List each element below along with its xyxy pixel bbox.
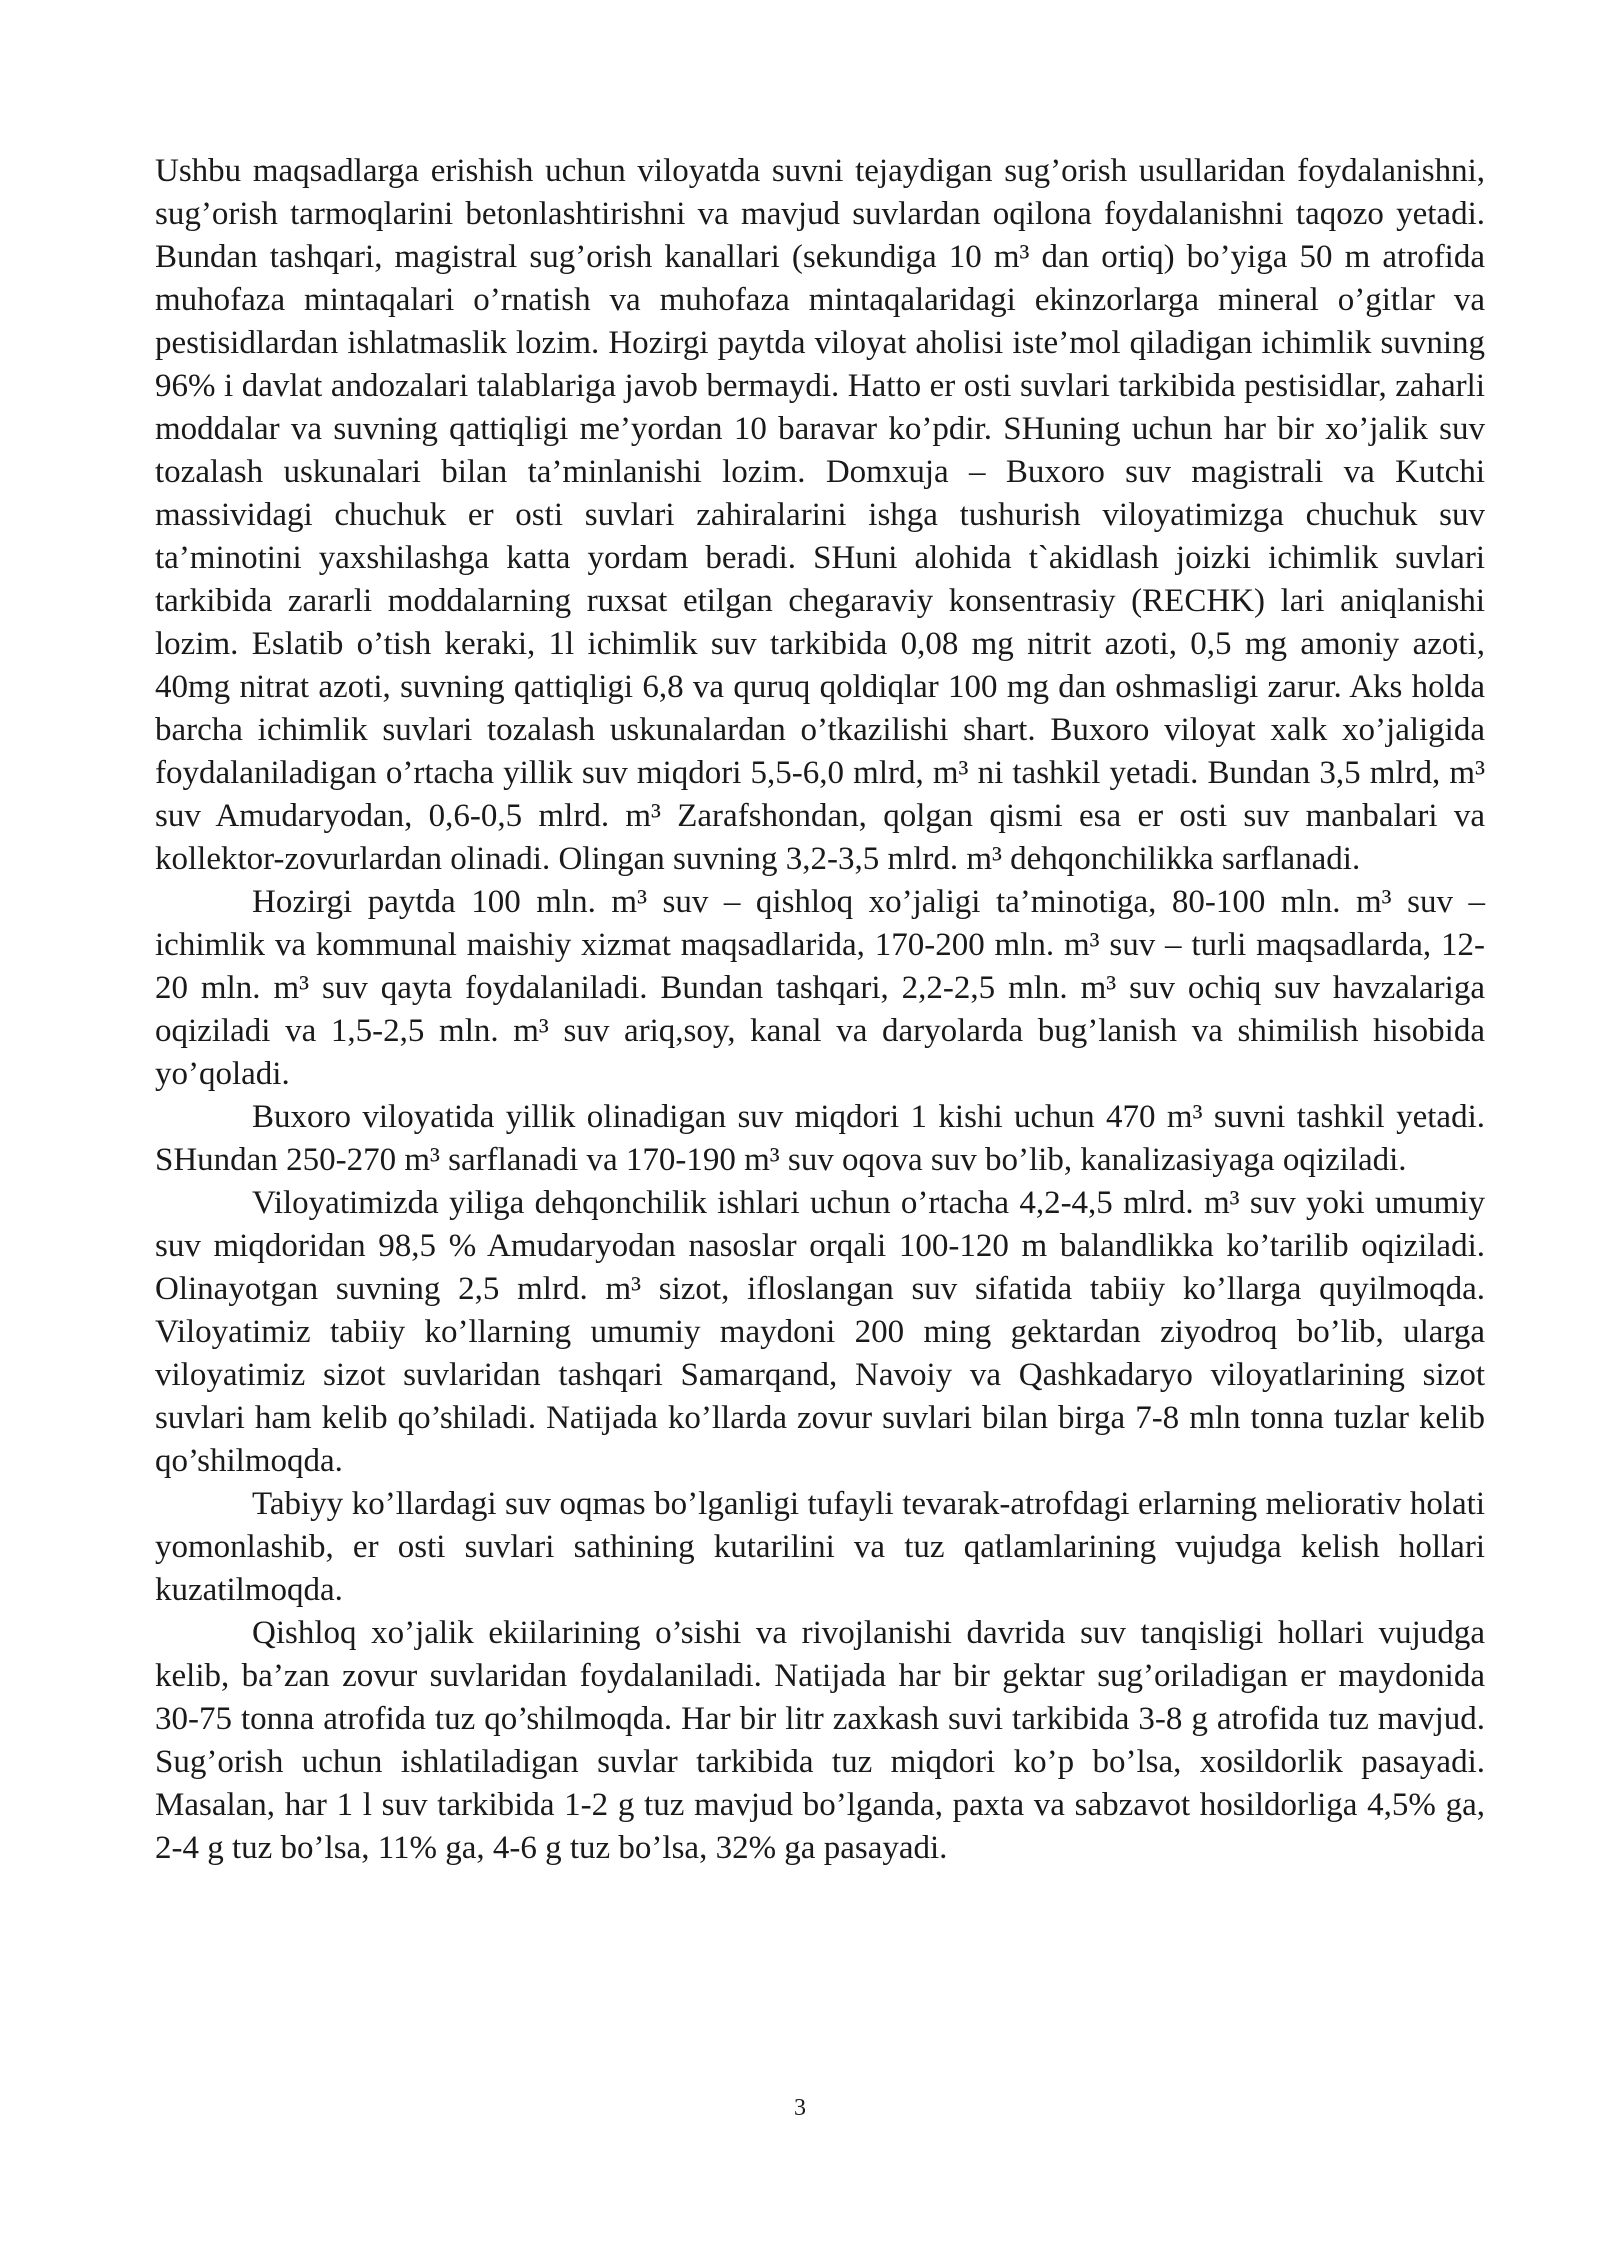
paragraph-4: Viloyatimizda yiliga dehqonchilik ishlari uchun o’rtacha 4,2-4,5 mlrd. m³ suv yoki umumiy suv miqdoridan 98,5 % Amudaryodan nasoslar orqali 100-120 m balandlikka ko’tarilib oqiziladi. Olinayotgan suvning 2,5 mlrd. m³ sizot, ifloslangan suv sifatida tabiiy ko’llarga quyilmoqda. Viloyatimiz tabiiy ko’llarning umumiy maydoni 200 ming gektardan ziyodroq bo’lib, ularga viloyatimiz sizot suvlaridan tashqari Samarqand, Navoiy va Qashkadaryo viloyatlarining sizot suvlari ham kelib qo’shiladi. Natijada ko’llarda zovur suvlari bilan birga 7-8 mln tonna tuzlar kelib qo’shilmoqda. <box>155 1185 1485 1479</box>
paragraph-5: Tabiyy ko’llardagi suv oqmas bo’lganligi tufayli tevarak-atrofdagi erlarning meliorativ holati yomonlashib, er osti suvlari sathining kutarilini va tuz qatlamlarining vujudga kelish hollari kuzatilmoqda. <box>155 1486 1485 1608</box>
paragraph-3: Buxoro viloyatida yillik olinadigan suv miqdori 1 kishi uchun 470 m³ suvni tashkil yetadi. SHundan 250-270 m³ sarflanadi va 170-190 m³ suv oqova suv bo’lib, kanalizasiyaga oqiziladi. <box>155 1099 1485 1178</box>
paragraph-2: Hozirgi paytda 100 mln. m³ suv – qishloq xo’jaligi ta’minotiga, 80-100 mln. m³ suv – ichimlik va kommunal maishiy xizmat maqsadlarida, 170-200 mln. m³ suv – turli maqsadlarda, 12-20 mln. m³ suv qayta foydalaniladi. Bundan tashqari, 2,2-2,5 mln. m³ suv ochiq suv havzalariga oqiziladi va 1,5-2,5 mln. m³ suv ariq,soy, kanal va daryolarda bug’lanish va shimilish hisobida yo’qoladi. <box>155 884 1485 1092</box>
page-number: 3 <box>794 2095 806 2121</box>
paragraph-6: Qishloq xo’jalik ekiilarining o’sishi va rivojlanishi davrida suv tanqisligi hollari vujudga kelib, ba’zan zovur suvlaridan foydalaniladi. Natijada har bir gektar sug’oriladigan er maydonida 30-75 tonna atrofida tuz qo’shilmoqda. Har bir litr zaxkash suvi tarkibida 3-8 g atrofida tuz mavjud. Sug’orish uchun ishlatiladigan suvlar tarkibida tuz miqdori ko’p bo’lsa, xosildorlik pasayadi. Masalan, har 1 l suv tarkibida 1-2 g tuz mavjud bo’lganda, paxta va sabzavot hosildorliga 4,5% ga, 2-4 g tuz bo’lsa, 11% ga, 4-6 g tuz bo’lsa, 32% ga pasayadi. <box>155 1615 1485 1866</box>
document-page <box>155 150 1485 1870</box>
paragraph-1: Ushbu maqsadlarga erishish uchun viloyatda suvni tejaydigan sug’orish usullaridan foydalanishni, sug’orish tarmoqlarini betonlashtirishni va mavjud suvlardan oqilona foydalanishni taqozo yetadi. Bundan tashqari, magistral sug’orish kanallari (sekundiga 10 m³ dan ortiq) bo’yiga 50 m atrofida muhofaza mintaqalari o’rnatish va muhofaza mintaqalaridagi ekinzorlarga mineral o’gitlar va pestisidlardan ishlatmaslik lozim. Hozirgi paytda viloyat aholisi iste’mol qiladigan ichimlik suvning 96% i davlat andozalari talablariga javob bermaydi. Hatto er osti suvlari tarkibida pestisidlar, zaharli moddalar va suvning qattiqligi me’yordan 10 baravar ko’pdir. SHuning uchun har bir xo’jalik suv tozalash uskunalari bilan ta’minlanishi lozim. Domxuja – Buxoro suv magistrali va Kutchi massividagi chuchuk er osti suvlari zahiralarini ishga tushurish viloyatimizga chuchuk suv ta’minotini yaxshilashga katta yordam beradi. SHuni alohida t`akidlash joizki ichimlik suvlari tarkibida zararli moddalarning ruxsat etilgan chegaraviy konsentrasiy (RECHK) lari aniqlanishi lozim. Eslatib o’tish keraki, 1l ichimlik suv tarkibida 0,08 mg nitrit azoti, 0,5 mg amoniy azoti, 40mg nitrat azoti, suvning qattiqligi 6,8 va quruq qoldiqlar 100 mg dan oshmasligi zarur. Aks holda barcha ichimlik suvlari tozalash uskunalardan o’tkazilishi shart. Buxoro viloyat xalk xo’jaligida foydalaniladigan o’rtacha yillik suv miqdori 5,5-6,0 mlrd, m³ ni tashkil yetadi. Bundan 3,5 mlrd, m³ suv Amudaryodan, 0,6-0,5 mlrd. m³ Zarafshondan, qolgan qismi esa er osti suv manbalari va kollektor-zovurlardan olinadi. Olingan suvning 3,2-3,5 mlrd. m³ dehqonchilikka sarflanadi. <box>155 153 1485 877</box>
